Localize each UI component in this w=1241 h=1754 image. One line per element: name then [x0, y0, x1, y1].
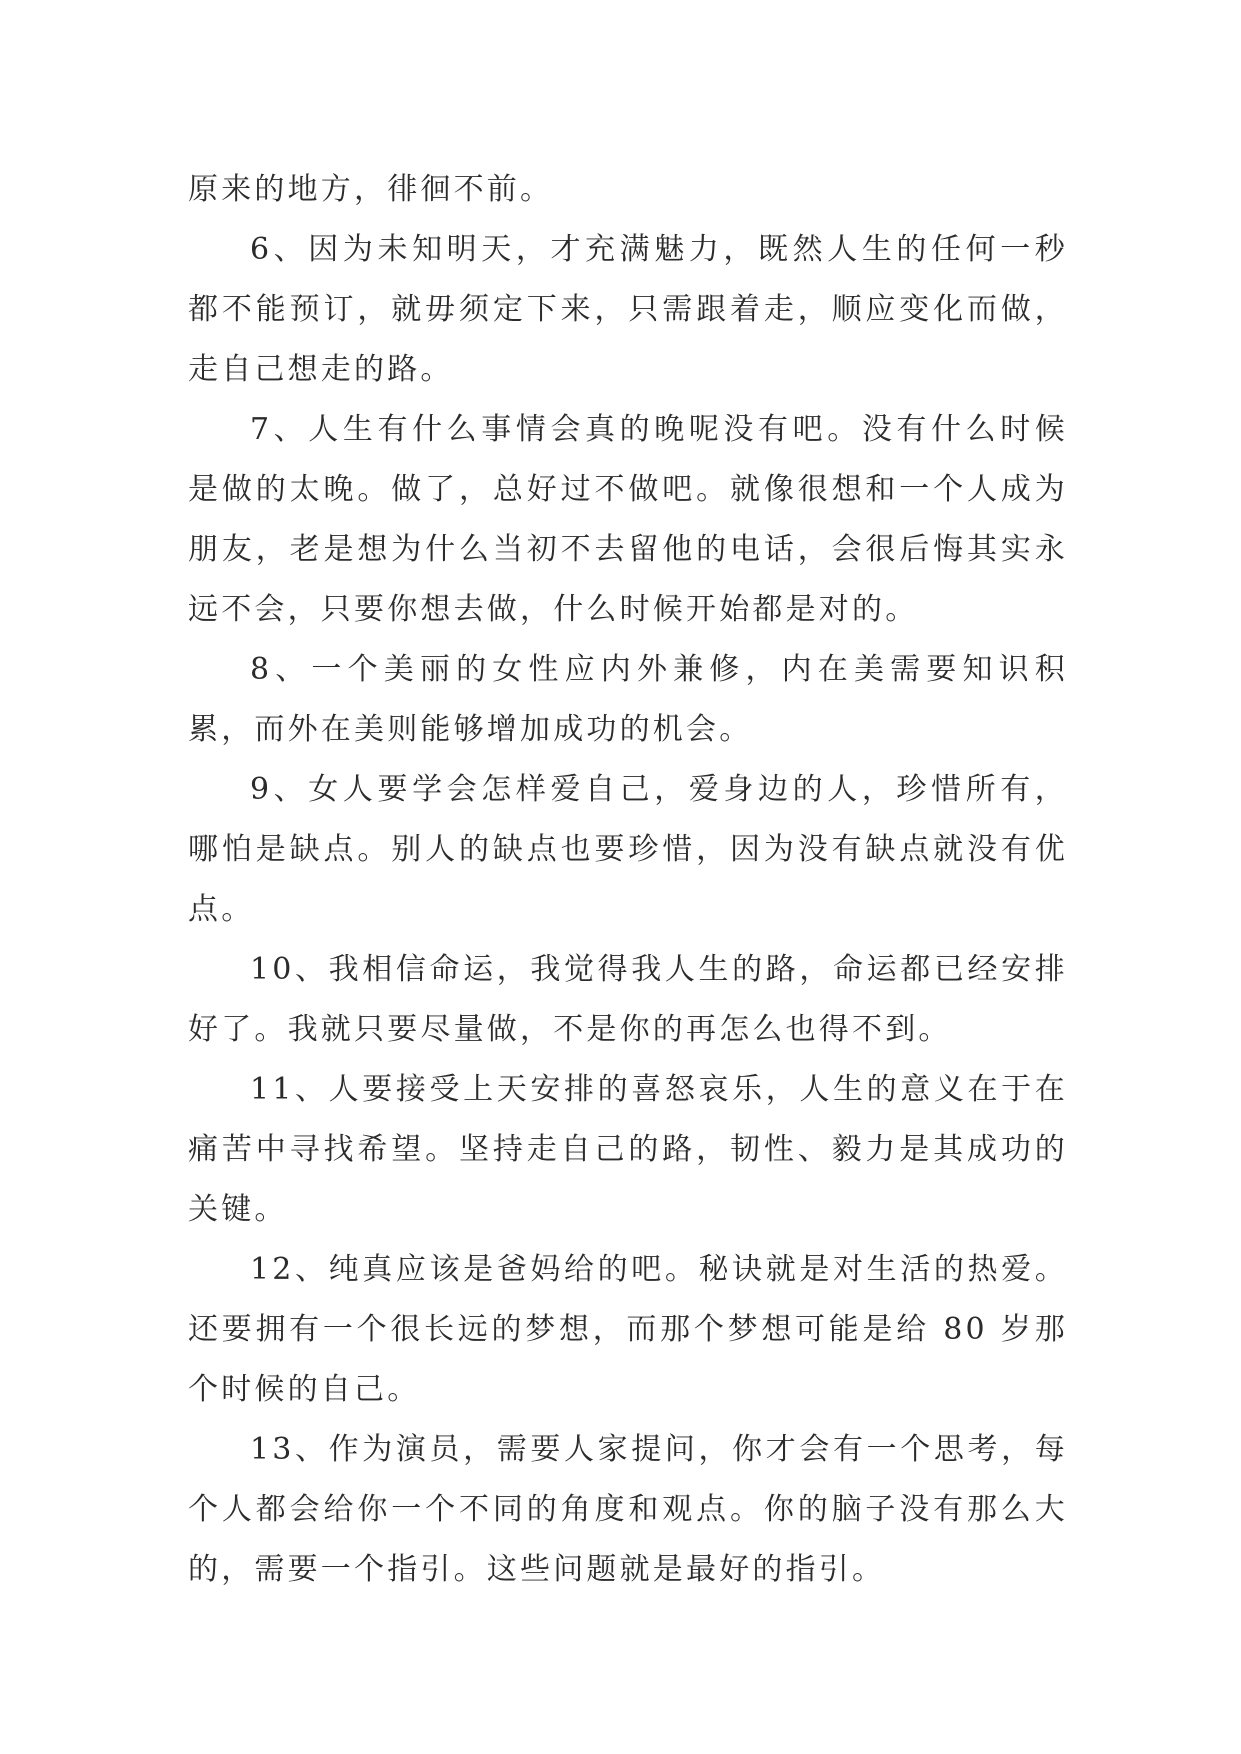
paragraph-item-7: 7、人生有什么事情会真的晚呢没有吧。没有什么时候是做的太晚。做了，总好过不做吧。就像很想和一个人成为朋友，老是想为什么当初不去留他的电话，会很后悔其实永远不会，只要你想去做，什么时候开始都是对的。: [188, 412, 1068, 627]
paragraph-item-13: 13、作为演员，需要人家提问，你才会有一个思考，每个人都会给你一个不同的角度和观点。你的脑子没有那么大的，需要一个指引。这些问题就是最好的指引。: [188, 1432, 1068, 1587]
paragraph-item-12: 12、纯真应该是爸妈给的吧。秘诀就是对生活的热爱。还要拥有一个很长远的梦想，而那个梦想可能是给 80 岁那个时候的自己。: [188, 1252, 1068, 1407]
paragraph-item-9: 9、女人要学会怎样爱自己，爱身边的人，珍惜所有，哪怕是缺点。别人的缺点也要珍惜，因为没有缺点就没有优点。: [188, 772, 1068, 927]
paragraph-item-11: 11、人要接受上天安排的喜怒哀乐，人生的意义在于在痛苦中寻找希望。坚持走自己的路，韧性、毅力是其成功的关键。: [188, 1072, 1068, 1227]
paragraph-item-8: 8、一个美丽的女性应内外兼修，内在美需要知识积累，而外在美则能够增加成功的机会。: [188, 652, 1068, 747]
paragraph-item-10: 10、我相信命运，我觉得我人生的路，命运都已经安排好了。我就只要尽量做，不是你的再怎么也得不到。: [188, 952, 1068, 1047]
document-body: [188, 160, 1068, 1600]
paragraph-continuation: 原来的地方，徘徊不前。: [188, 172, 554, 207]
paragraph-item-6: 6、因为未知明天，才充满魅力，既然人生的任何一秒都不能预订，就毋须定下来，只需跟着走，顺应变化而做，走自己想走的路。: [188, 232, 1068, 387]
